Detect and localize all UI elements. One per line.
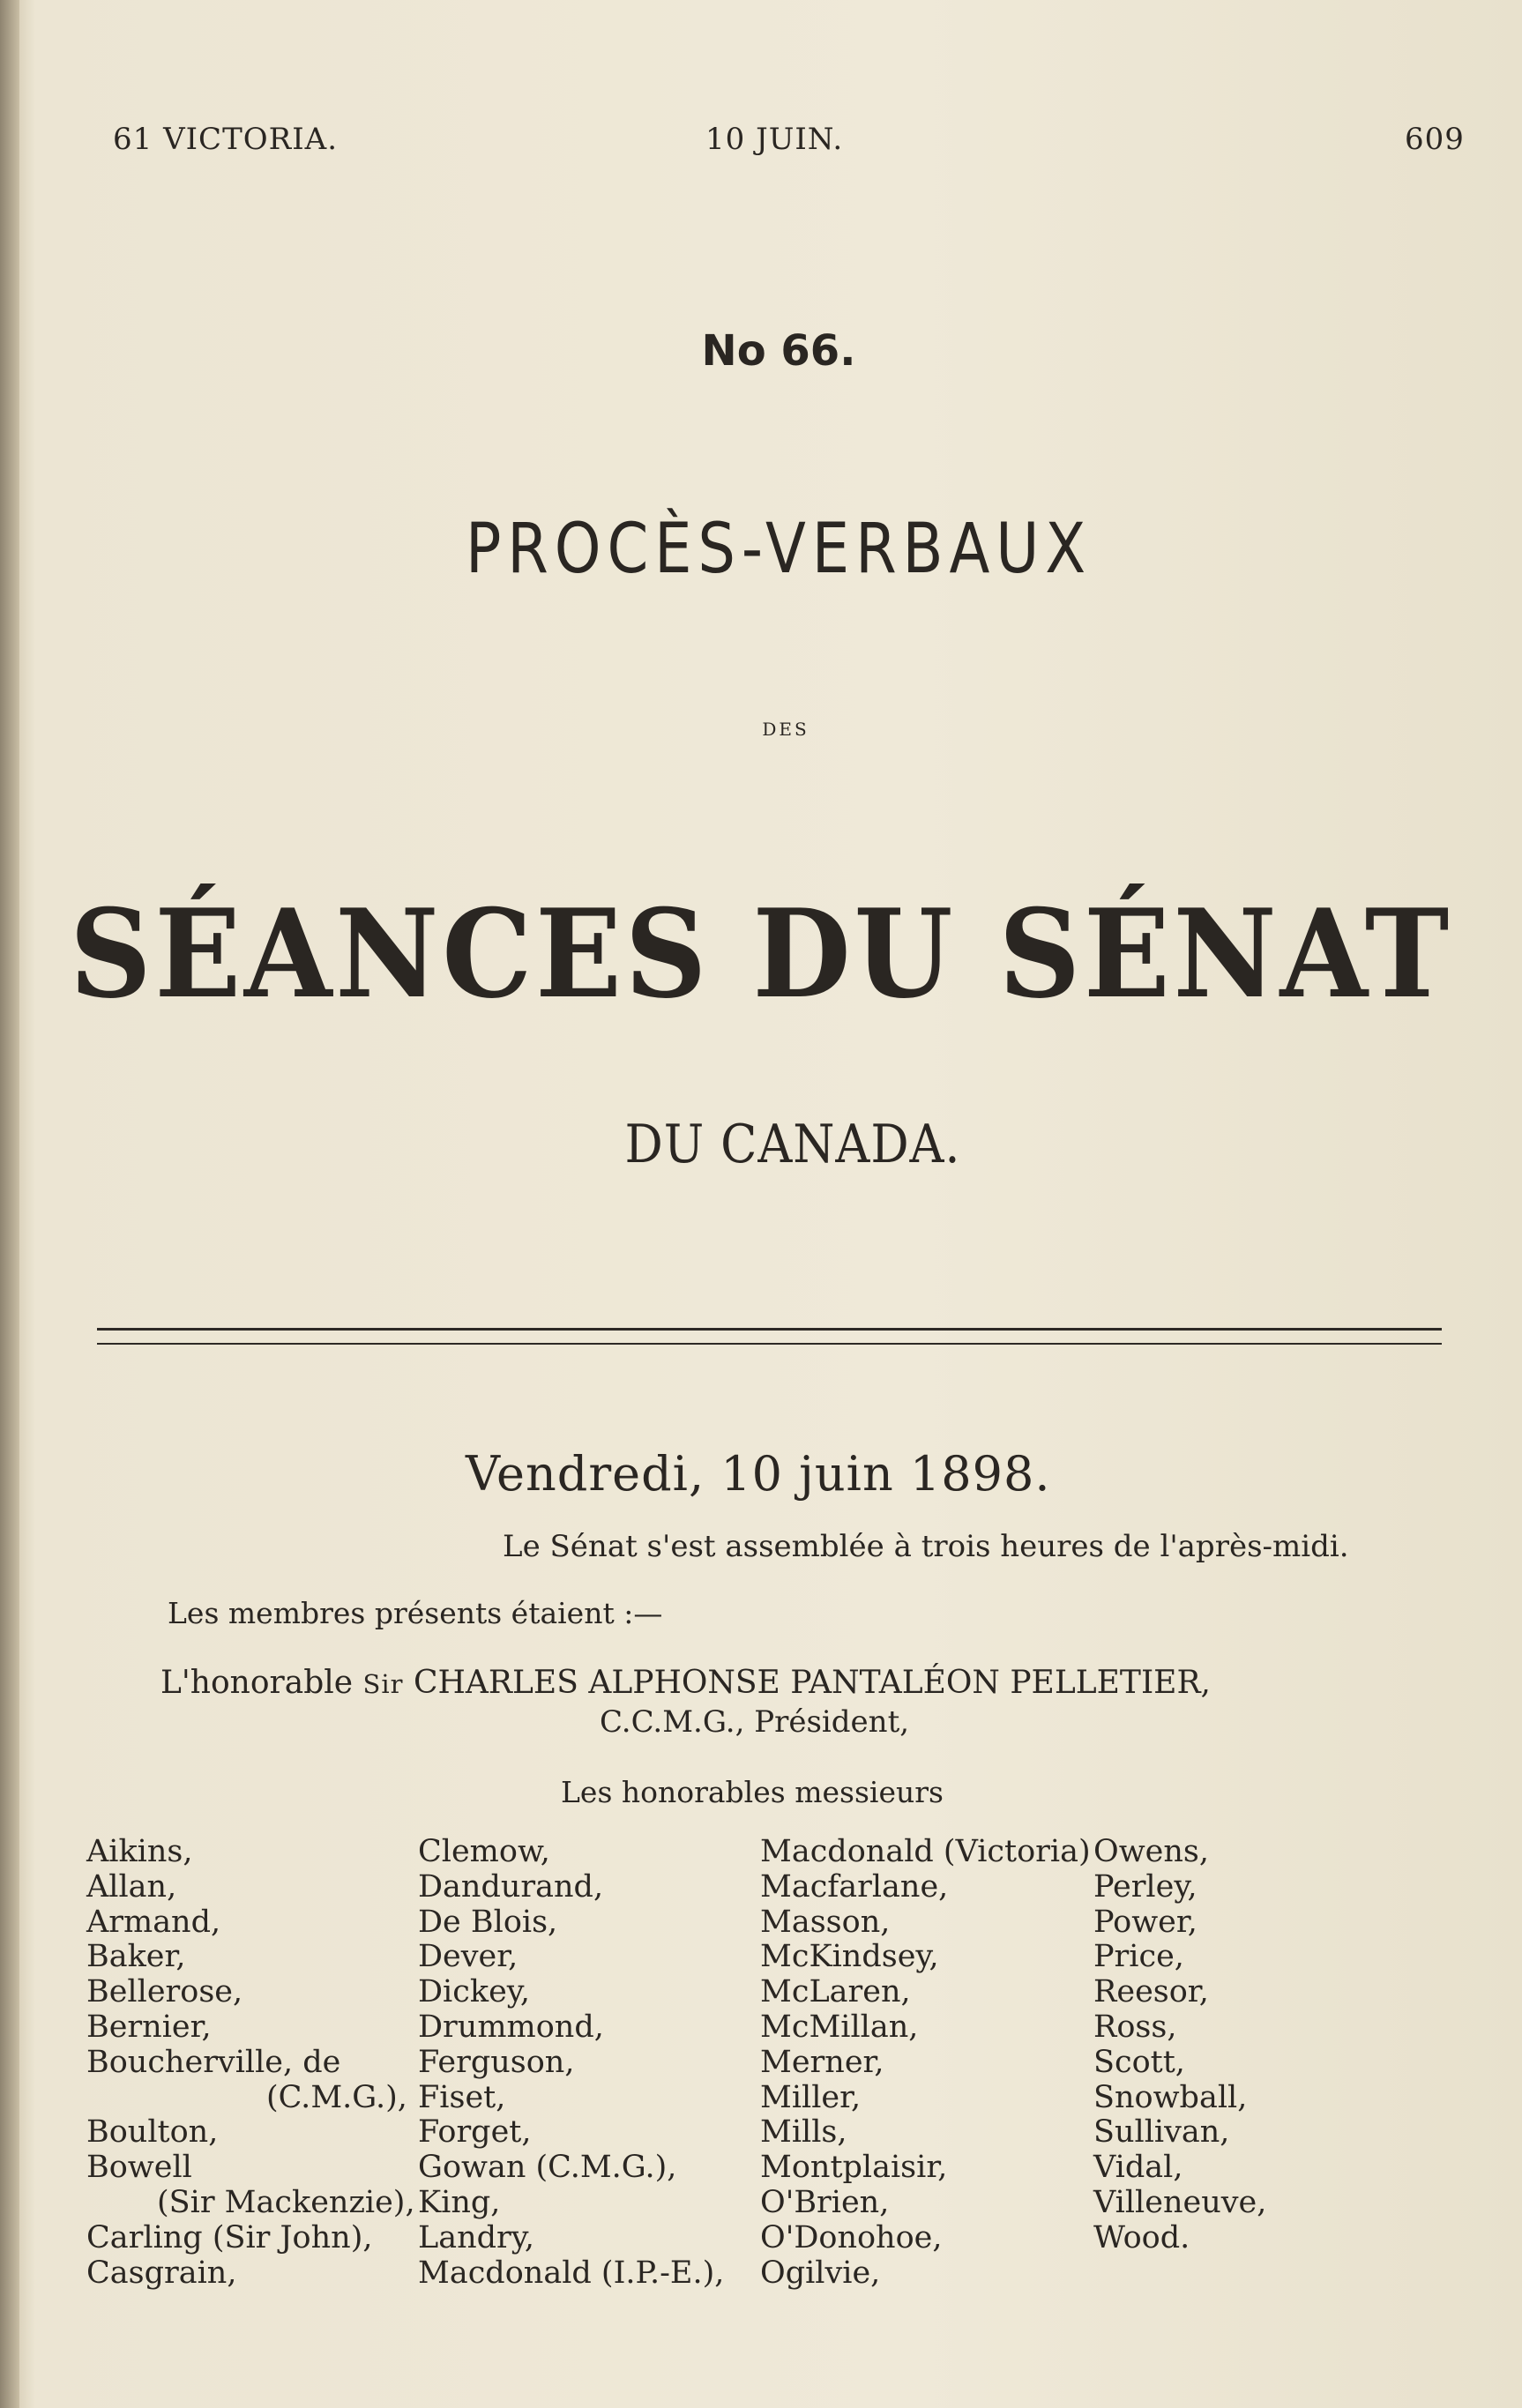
honorables-heading: Les honorables messieurs — [561, 1775, 944, 1809]
senator-name: Ogilvie, — [760, 2255, 881, 2291]
running-header — [0, 122, 1522, 166]
senator-name: McKindsey, — [760, 1939, 939, 1975]
senator-name: Landry, — [418, 2219, 535, 2255]
senator-name: Baker, — [86, 1939, 186, 1975]
senator-name: McLaren, — [760, 1974, 911, 2010]
senators-column-2 — [418, 1835, 724, 2291]
senator-name: Owens, — [1093, 1834, 1209, 1869]
senator-name: Perley, — [1093, 1868, 1197, 1905]
senator-name: McMillan, — [760, 2009, 919, 2045]
senator-name: Masson, — [760, 1904, 891, 1940]
senator-name: Allan, — [86, 1868, 177, 1905]
senator-name: Macfarlane, — [760, 1868, 949, 1905]
senator-name: Sullivan, — [1093, 2114, 1230, 2151]
senator-name: Reesor, — [1093, 1974, 1209, 2010]
senator-name: O'Donohoe, — [760, 2219, 943, 2255]
senator-name: Gowan (C.M.G.), — [418, 2150, 677, 2186]
senator-name: Dickey, — [418, 1974, 531, 2010]
senators-column-1 — [86, 1835, 415, 2291]
senator-name: Mills, — [760, 2114, 847, 2151]
senator-name: Scott, — [1093, 2044, 1185, 2080]
president-honours: C.C.M.G., Président, — [600, 1704, 910, 1740]
senator-name: Bowell — [86, 2150, 192, 2186]
president-line — [160, 1665, 1211, 1701]
president-title: Sir — [362, 1669, 404, 1699]
senator-name-continuation: (C.M.G.), — [266, 2079, 407, 2115]
title-du-canada: DU CANADA. — [624, 1114, 961, 1175]
session-date: Vendredi, 10 juin 1898. — [466, 1446, 1051, 1502]
senators-column-4 — [1093, 1835, 1266, 2256]
senator-name: Macdonald (Victoria) — [760, 1834, 1091, 1869]
double-rule-bottom — [97, 1343, 1442, 1345]
members-intro: Les membres présents étaient :— — [168, 1596, 663, 1630]
page-binding-edge — [0, 0, 19, 2408]
senator-name: Boulton, — [86, 2114, 219, 2151]
senator-name: Fiset, — [418, 2079, 506, 2115]
senator-name: Forget, — [418, 2114, 532, 2151]
senator-name: Bellerose, — [86, 1974, 243, 2010]
president-prefix: L'honorable — [160, 1665, 354, 1701]
president-name: CHARLES ALPHONSE PANTALÉON PELLETIER, — [413, 1665, 1211, 1701]
senator-name: Dandurand, — [418, 1868, 604, 1905]
journal-number: No 66. — [701, 326, 856, 376]
senator-name: Bernier, — [86, 2009, 212, 2045]
header-left: 61 VICTORIA. — [113, 122, 339, 157]
assembly-statement: Le Sénat s'est assemblée à trois heures de l'après-midi. — [503, 1529, 1349, 1564]
double-rule-top — [97, 1328, 1442, 1331]
senator-name: Boucherville, de — [86, 2044, 341, 2080]
senator-name: O'Brien, — [760, 2184, 890, 2220]
senator-name: Merner, — [760, 2044, 884, 2080]
senator-name: Villeneuve, — [1093, 2184, 1267, 2220]
senator-name: Armand, — [86, 1904, 221, 1940]
senator-name: Aikins, — [86, 1834, 193, 1869]
title-des: DES — [762, 719, 809, 740]
page-number: 609 — [1405, 122, 1465, 157]
senator-name: De Blois, — [418, 1904, 558, 1940]
senator-name: Snowball, — [1093, 2079, 1248, 2115]
senator-name: Power, — [1093, 1904, 1197, 1940]
senators-column-3 — [760, 1835, 1091, 2291]
senator-name: Ferguson, — [418, 2044, 575, 2080]
senator-name: Montplaisir, — [760, 2150, 948, 2186]
senator-name: Ross, — [1093, 2009, 1177, 2045]
senator-name: Clemow, — [418, 1834, 550, 1869]
title-seances-du-senat: SÉANCES DU SÉNAT — [69, 882, 1453, 1025]
senator-name: Price, — [1093, 1939, 1184, 1975]
senator-name-continuation: (Sir Mackenzie), — [157, 2184, 415, 2220]
senator-name: Macdonald (I.P.-E.), — [418, 2255, 725, 2291]
senator-name: King, — [418, 2184, 501, 2220]
senator-name: Casgrain, — [86, 2255, 237, 2291]
title-proces-verbaux: PROCÈS-VERBAUX — [465, 510, 1093, 589]
senator-name: Miller, — [760, 2079, 862, 2115]
senator-name: Drummond, — [418, 2009, 604, 2045]
senator-name: Carling (Sir John), — [86, 2219, 373, 2255]
senator-name: Dever, — [418, 1939, 519, 1975]
header-date: 10 JUIN. — [705, 122, 844, 157]
senator-name: Vidal, — [1093, 2150, 1183, 2186]
senator-name: Wood. — [1093, 2219, 1190, 2255]
